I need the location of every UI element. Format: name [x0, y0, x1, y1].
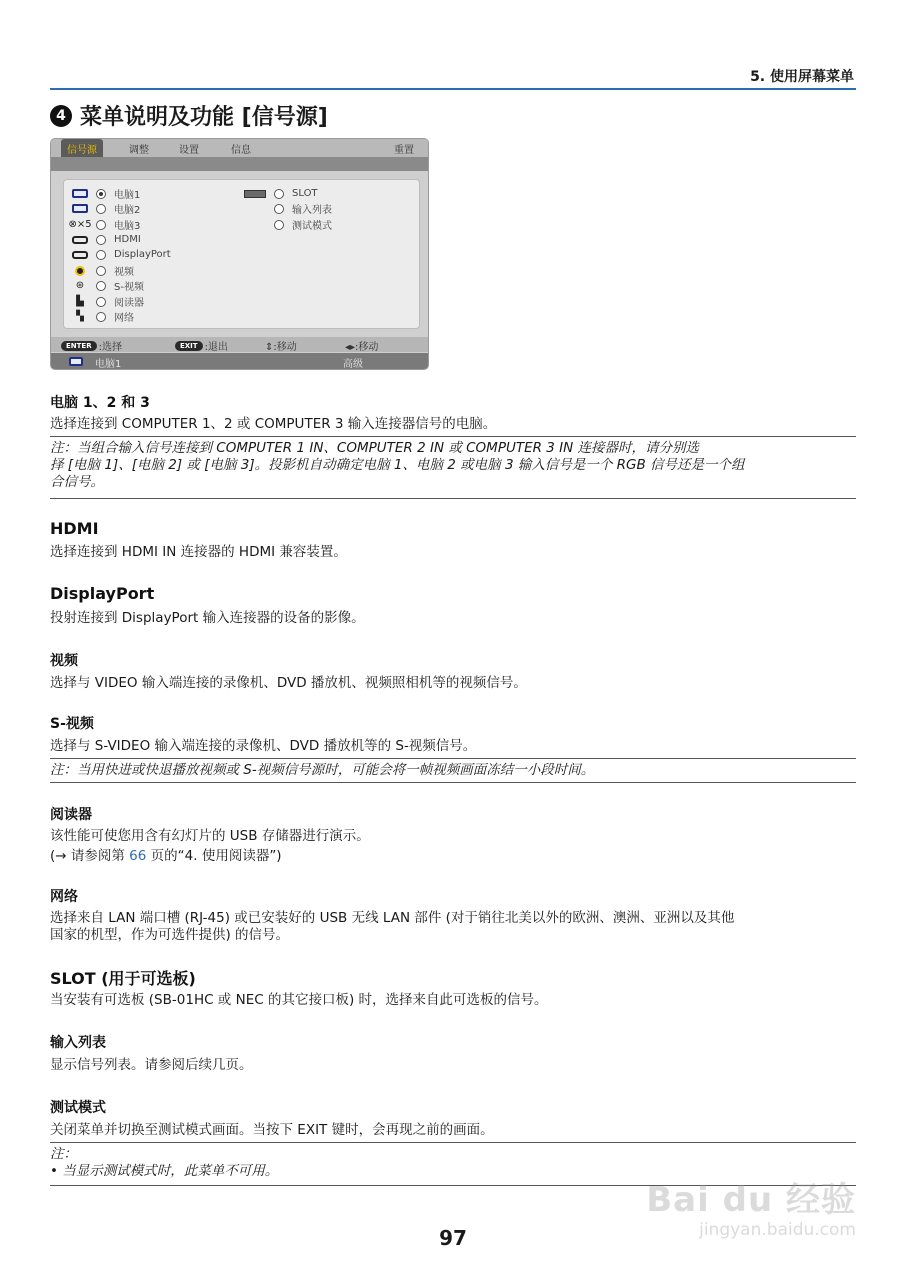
radio-icon: [96, 235, 106, 245]
test-pattern-note: 注： • 当显示测试模式时，此菜单不可用。: [50, 1146, 279, 1179]
page-title-text: 菜单说明及功能 [信号源]: [80, 105, 328, 130]
radio-icon: [96, 266, 106, 276]
note-rule-bottom: [50, 782, 856, 783]
menu-item-computer3[interactable]: [68, 217, 141, 232]
footer-enter-label: :选择: [98, 342, 122, 353]
note-rule-top: [50, 436, 856, 437]
s-video-icon: ⊛: [75, 280, 85, 291]
chapter-rule: [50, 88, 856, 90]
tab-info[interactable]: 信息: [231, 145, 251, 156]
tab-reset[interactable]: 重置: [394, 145, 414, 156]
menu-footer: [51, 337, 428, 352]
note-line: 择 [电脑 1]、[电脑 2] 或 [电脑 3]。投影机自动确定电脑 1、电脑 2 或电脑 3 输入信号是一个 RGB 信号还是一个组: [50, 457, 745, 473]
section-number-badge: 4: [50, 105, 72, 127]
menu-item-label: HDMI: [114, 234, 141, 245]
menu-tab-band: [51, 157, 428, 171]
video-icon: [72, 266, 88, 275]
note-rule-top: [50, 758, 856, 759]
radio-icon: [274, 189, 284, 199]
heading-video: 视频: [50, 653, 78, 669]
heading-test-pattern: 测试模式: [50, 1100, 106, 1116]
radio-icon: [96, 312, 106, 322]
network-icon: ▚: [76, 311, 84, 322]
chapter-heading: 5. 使用屏幕菜单: [750, 69, 854, 85]
menu-item-label: 测试模式: [292, 221, 332, 232]
radio-icon: [96, 281, 106, 291]
status-source: 电脑1: [95, 359, 122, 370]
computer-note: [50, 440, 856, 491]
s-video-description: 选择与 S-VIDEO 输入端连接的录像机、DVD 播放机等的 S-视频信号。: [50, 738, 477, 754]
menu-item-label: 电脑1: [114, 190, 141, 201]
heading-computer: 电脑 1、2 和 3: [50, 395, 150, 411]
menu-item-label: 阅读器: [114, 298, 144, 309]
menu-status-bar: [51, 353, 428, 370]
slot-icon: [244, 190, 266, 198]
viewer-reference: (→ 请参阅第 66 页的“4. 使用阅读器”): [50, 848, 282, 864]
page-title: [50, 100, 328, 131]
watermark-url: jingyan.baidu.com: [699, 1220, 856, 1240]
menu-item-label: 网络: [114, 313, 134, 324]
menu-item-label: 输入列表: [292, 205, 332, 216]
footer-move-horizontal: ◂▸:移动: [345, 342, 379, 353]
footer-move-vertical: ⇕:移动: [265, 342, 297, 353]
exit-key-icon: EXIT: [175, 341, 203, 351]
menu-item-label: 视频: [114, 267, 134, 278]
slot-description: 当安装有可选板 (SB-01HC 或 NEC 的其它接口板) 时，选择来自此可选板的信号。: [50, 992, 548, 1008]
watermark-logo: Bai du 经验: [646, 1180, 856, 1220]
input-list-description: 显示信号列表。请参阅后续几页。: [50, 1057, 253, 1073]
viewer-icon: ▙: [76, 296, 84, 307]
enter-key-icon: ENTER: [61, 341, 97, 351]
note-line: 注：当组合输入信号连接到 COMPUTER 1 IN、COMPUTER 2 IN 或 COMPUTER 3 IN 连接器时，请分别选: [50, 440, 700, 456]
monitor-icon: [72, 204, 88, 213]
tab-adjust[interactable]: 调整: [129, 145, 149, 156]
page-reference-link[interactable]: 66: [129, 848, 147, 864]
tab-source[interactable]: 信号源: [61, 139, 103, 157]
menu-panel: [63, 179, 420, 329]
tab-setup[interactable]: 设置: [179, 145, 199, 156]
heading-s-video: S-视频: [50, 716, 94, 732]
radio-icon: [274, 204, 284, 214]
menu-item-s-video[interactable]: [72, 278, 144, 293]
menu-item-label: 电脑2: [114, 205, 141, 216]
status-level: 高级: [343, 359, 363, 370]
note-rule-top: [50, 1142, 856, 1143]
menu-item-label: S-视频: [114, 282, 144, 293]
network-description: 选择来自 LAN 端口槽 (RJ-45) 或已安装好的 USB 无线 LAN 部件 (对于销往北美以外的欧洲、澳洲、亚洲以及其他 国家的机型，作为可选件提供) 的信号。: [50, 910, 735, 943]
heading-slot: SLOT (用于可选板): [50, 969, 196, 988]
heading-network: 网络: [50, 889, 78, 905]
test-pattern-description: 关闭菜单并切换至测试模式画面。当按下 EXIT 键时，会再现之前的画面。: [50, 1122, 494, 1138]
menu-item-input-list[interactable]: [274, 201, 332, 216]
menu-item-label: 电脑3: [114, 221, 141, 232]
monitor-icon: [72, 189, 88, 198]
radio-icon: [96, 220, 106, 230]
menu-item-slot[interactable]: [244, 186, 318, 201]
source-menu-screenshot: [50, 138, 429, 370]
menu-item-displayport[interactable]: [72, 247, 171, 262]
note-line: 合信号。: [50, 474, 104, 490]
displayport-icon: [72, 251, 88, 259]
radio-icon: [96, 297, 106, 307]
video-description: 选择与 VIDEO 输入端连接的录像机、DVD 播放机、视频照相机等的视频信号。: [50, 675, 527, 691]
page-number: 97: [439, 1226, 467, 1250]
monitor-icon: [69, 357, 83, 366]
menu-item-label: SLOT: [292, 188, 318, 199]
menu-item-computer2[interactable]: [72, 201, 140, 216]
radio-selected-icon: [96, 189, 106, 199]
menu-item-hdmi[interactable]: [72, 232, 141, 247]
radio-icon: [274, 220, 284, 230]
menu-item-label: DisplayPort: [114, 249, 171, 260]
menu-item-test-pattern[interactable]: [274, 217, 332, 232]
radio-icon: [96, 204, 106, 214]
menu-tab-bar: [51, 139, 428, 157]
menu-item-network[interactable]: [72, 309, 134, 324]
radio-icon: [96, 250, 106, 260]
computer-description: 选择连接到 COMPUTER 1、2 或 COMPUTER 3 输入连接器信号的电脑。: [50, 416, 497, 432]
heading-viewer: 阅读器: [50, 807, 92, 823]
footer-enter: [61, 338, 122, 353]
viewer-description: 该性能可使您用含有幻灯片的 USB 存储器进行演示。: [50, 828, 370, 844]
bnc-icon: ⊗×5: [68, 219, 92, 230]
displayport-description: 投射连接到 DisplayPort 输入连接器的设备的影像。: [50, 610, 365, 626]
heading-displayport: DisplayPort: [50, 584, 155, 603]
hdmi-description: 选择连接到 HDMI IN 连接器的 HDMI 兼容装置。: [50, 544, 347, 560]
menu-item-video[interactable]: [72, 263, 134, 278]
menu-item-viewer[interactable]: [72, 294, 144, 309]
footer-exit: [175, 338, 228, 353]
s-video-note: 注：当用快进或快退播放视频或 S-视频信号源时，可能会将一帧视频画面冻结一小段时间。: [50, 762, 595, 778]
footer-exit-label: :退出: [204, 342, 228, 353]
note-rule-bottom: [50, 498, 856, 499]
heading-hdmi: HDMI: [50, 519, 99, 538]
heading-input-list: 输入列表: [50, 1035, 106, 1051]
hdmi-icon: [72, 236, 88, 244]
menu-item-computer1[interactable]: [72, 186, 140, 201]
